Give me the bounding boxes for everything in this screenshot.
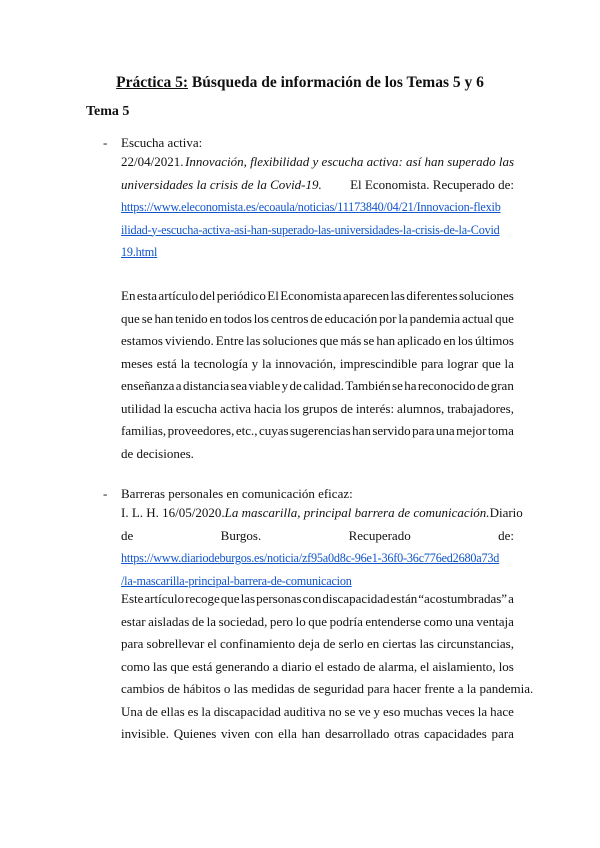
citation-date: 22/04/2021. <box>121 154 184 169</box>
word: capacidades <box>424 726 487 741</box>
word: soluciones <box>262 333 318 348</box>
word: de <box>191 613 205 629</box>
word: de <box>363 658 376 674</box>
word: etc., <box>235 423 258 438</box>
word: educación <box>324 310 378 326</box>
word: artículo <box>158 288 199 303</box>
word: aisladas <box>148 613 190 629</box>
citation-line <box>121 174 514 197</box>
word: y <box>373 703 381 719</box>
word: calidad. <box>303 378 344 393</box>
word: Entre <box>215 333 244 348</box>
citation-link[interactable]: 19.html <box>121 245 158 259</box>
word: para <box>420 355 444 371</box>
word: lo <box>295 613 306 629</box>
word: otras <box>394 726 420 741</box>
word: utilidad <box>121 400 161 416</box>
word: y <box>281 378 289 393</box>
word: los <box>498 658 514 674</box>
word: pero <box>269 613 294 629</box>
word: Economista <box>280 288 342 303</box>
citation-source: El Economista. Recuperado de: <box>350 176 514 192</box>
word: centros <box>270 310 309 326</box>
word: generando <box>215 658 270 674</box>
paragraph-line <box>121 611 514 634</box>
word: mejor <box>456 423 487 438</box>
word: la <box>504 355 514 371</box>
word: invisible. <box>121 726 170 741</box>
word: enseñanza <box>121 378 175 393</box>
word: todos <box>223 310 252 326</box>
word: no <box>328 703 342 719</box>
citation-link[interactable]: https://www.eleconomista.es/ecoaula/noticias/11173840/04/21/Innovacion-flexib <box>121 200 501 214</box>
word: ha <box>404 378 417 393</box>
word: periódico <box>216 288 266 303</box>
citation-line <box>121 151 514 174</box>
word: que <box>319 333 339 348</box>
word: sea <box>230 378 248 393</box>
word: para <box>491 726 514 741</box>
word: circunstancias, <box>437 636 514 651</box>
item-2-paragraph <box>121 588 534 746</box>
word: los <box>253 310 269 326</box>
word: para <box>121 636 144 651</box>
word: el <box>420 658 430 674</box>
paragraph-line <box>121 588 514 611</box>
item-1-citation <box>121 151 514 264</box>
word: podría <box>329 613 363 629</box>
citation-link[interactable]: ilidad-y-escucha-activa-asi-han-superado-las-universidades-la-crisis-de-la-Covid <box>121 222 500 237</box>
word: el <box>314 658 324 674</box>
document-title <box>0 74 600 92</box>
word: la <box>163 400 174 416</box>
word: las <box>419 636 434 651</box>
word: aislamiento, <box>432 658 496 674</box>
word: con <box>254 726 274 741</box>
word: con <box>302 591 322 606</box>
paragraph-line <box>121 420 514 443</box>
word: que <box>308 613 328 629</box>
word: en <box>443 333 456 348</box>
word: alumnos, <box>396 400 445 416</box>
title-prefix: Práctica 5: <box>116 74 189 91</box>
word: de <box>145 703 158 719</box>
word: El <box>267 288 279 303</box>
word: discapacidad <box>322 591 390 606</box>
word: una <box>455 613 474 629</box>
word: la <box>180 355 190 371</box>
citation-link-line[interactable] <box>121 219 514 242</box>
word: escucha <box>175 400 218 416</box>
word: activa <box>219 400 252 416</box>
word: del <box>199 288 216 303</box>
citation-title: Innovación, flexibilidad y escucha activa: así han superado las <box>185 154 514 169</box>
word: familias, <box>121 423 167 438</box>
citation-author: I. L. H. 16/05/2020. <box>121 505 225 520</box>
word: a <box>508 591 514 606</box>
word: ve <box>358 703 371 719</box>
word: una <box>435 423 455 438</box>
word: han <box>352 423 371 438</box>
word: También <box>345 378 391 393</box>
word: entenderse <box>365 613 421 629</box>
word: lograr <box>447 355 479 371</box>
word: las <box>390 288 405 303</box>
word: como <box>121 658 150 674</box>
word: muchas <box>403 703 443 719</box>
word: discapacidad <box>213 703 281 719</box>
paragraph-line: de decisiones. <box>121 445 194 461</box>
word: proveedores, <box>167 423 235 438</box>
word: a <box>272 658 279 674</box>
word: se <box>392 378 403 393</box>
word: han <box>376 333 396 348</box>
word: Quienes <box>173 726 217 741</box>
paragraph-line <box>121 330 514 353</box>
word: grupos <box>302 400 338 416</box>
word: artículo <box>144 591 185 606</box>
word: hacia <box>253 400 282 416</box>
title-rest: Búsqueda de información de los Temas 5 y 6 <box>188 74 484 91</box>
word: más <box>340 333 362 348</box>
paragraph-line <box>121 285 514 308</box>
word: está <box>192 658 213 674</box>
bullet-marker: - <box>103 135 108 150</box>
word: las <box>152 658 168 674</box>
word: diario <box>281 658 312 674</box>
word: toma <box>487 423 514 438</box>
word: deja <box>298 636 320 651</box>
word: pandemia <box>409 310 461 326</box>
word: viviendo. <box>164 333 214 348</box>
word: trabajadores, <box>447 400 514 416</box>
word: viable <box>248 378 281 393</box>
word: reconocido <box>417 378 476 393</box>
word: eso <box>382 703 401 719</box>
citation-link-line[interactable] <box>121 241 514 264</box>
word: servido <box>372 423 411 438</box>
word: que <box>481 355 501 371</box>
word: ellas <box>160 703 185 719</box>
word: Una <box>121 703 143 719</box>
word: de <box>323 636 336 651</box>
word: el <box>207 636 217 651</box>
word: ella <box>278 726 297 741</box>
word: que <box>121 310 140 326</box>
word: alarma, <box>378 658 418 674</box>
word: se <box>344 703 356 719</box>
citation-title-end: universidades la crisis de la Covid-19. <box>121 176 322 192</box>
citation-link[interactable]: https://www.diariodeburgos.es/noticia/zf95a0d8c-96e1-36f0-36c776ed2680a73d <box>121 551 500 565</box>
word: desarrollado <box>325 726 390 741</box>
word: serlo <box>338 636 364 651</box>
paragraph-line: cambios de hábitos o las medidas de seguridad para hacer frente a la pandemia. <box>121 681 534 696</box>
word: están <box>390 591 418 606</box>
word: está <box>156 355 177 371</box>
word: imprescindible <box>339 355 418 371</box>
word: confinamiento <box>220 636 296 651</box>
word: la <box>261 355 272 371</box>
word: viven <box>221 726 250 741</box>
citation-line <box>121 525 514 548</box>
word: los <box>457 333 473 348</box>
word: estado <box>326 658 361 674</box>
word: interés: <box>355 400 395 416</box>
paragraph-line <box>121 633 514 656</box>
word: que <box>170 658 190 674</box>
word: meses <box>121 355 153 371</box>
word: la <box>201 703 211 719</box>
item-1-paragraph <box>121 285 514 465</box>
citation-link-line[interactable] <box>121 547 514 570</box>
section-heading: Tema 5 <box>86 104 130 119</box>
paragraph-line <box>121 723 514 746</box>
word: de <box>477 378 490 393</box>
word: tecnología <box>193 355 248 371</box>
citation-word: Burgos. <box>220 527 262 543</box>
word: soluciones <box>458 288 514 303</box>
word: de <box>310 310 323 326</box>
word: “acostumbradas” <box>418 591 508 606</box>
citation-line <box>121 502 523 525</box>
word: han <box>301 726 321 741</box>
word: en <box>366 636 380 651</box>
word: tenido <box>175 310 208 326</box>
word: aparecen <box>342 288 390 303</box>
word: innovación, <box>275 355 337 371</box>
word: esta <box>136 288 158 303</box>
item-2-label: Barreras personales en comunicación eficaz: <box>121 486 353 501</box>
word: que <box>220 591 240 606</box>
word: para <box>412 423 435 438</box>
paragraph-line <box>121 375 514 398</box>
word: a <box>175 378 182 393</box>
paragraph-line <box>121 308 514 331</box>
citation-word: Recuperado <box>348 527 411 543</box>
citation-title: La mascarilla, principal barrera de comunicación. <box>224 505 490 520</box>
word: Este <box>121 591 144 606</box>
word: sugerencias <box>290 423 351 438</box>
word: se <box>363 333 375 348</box>
word: las <box>246 333 261 348</box>
word: actual <box>462 310 494 326</box>
paragraph-line <box>121 353 514 376</box>
paragraph-line <box>121 656 514 679</box>
word: personas <box>256 591 302 606</box>
item-2-citation <box>121 502 523 592</box>
word: estamos <box>121 333 163 348</box>
word: la <box>477 703 488 719</box>
word: diferentes <box>406 288 458 303</box>
word: gran <box>490 378 514 393</box>
word: veces <box>445 703 475 719</box>
citation-source: Diario <box>489 505 523 520</box>
word: han <box>154 310 174 326</box>
word: de <box>289 378 302 393</box>
word: las <box>240 591 256 606</box>
word: últimos <box>474 333 514 348</box>
item-1-label: Escucha activa: <box>121 135 203 150</box>
word: recoge <box>185 591 220 606</box>
word: aplicado <box>397 333 442 348</box>
word: ciertas <box>382 636 417 651</box>
paragraph-line <box>121 398 514 421</box>
bullet-marker: - <box>103 486 108 501</box>
word: distancia <box>182 378 230 393</box>
citation-word: de: <box>498 527 514 543</box>
word: En <box>121 288 136 303</box>
word: ventaja <box>476 613 514 629</box>
word: la <box>398 310 408 326</box>
word: en <box>209 310 222 326</box>
word: estar <box>121 613 146 629</box>
word: auditiva <box>283 703 326 719</box>
word: la <box>206 613 217 629</box>
word: por <box>379 310 397 326</box>
word: y <box>251 355 259 371</box>
word: es <box>187 703 199 719</box>
citation-link-line[interactable] <box>121 196 514 219</box>
word: hace <box>490 703 514 719</box>
word: sociedad, <box>218 613 268 629</box>
word: cuyas <box>258 423 289 438</box>
word: que <box>495 310 514 326</box>
word: como <box>423 613 453 629</box>
citation-word: de <box>121 527 134 543</box>
word: los <box>284 400 300 416</box>
paragraph-line <box>121 701 514 724</box>
citation-link[interactable]: /la-mascarilla-principal-barrera-de-comunicacion <box>121 573 352 588</box>
word: se <box>141 310 153 326</box>
word: sobrellevar <box>146 636 205 651</box>
word: de <box>340 400 353 416</box>
